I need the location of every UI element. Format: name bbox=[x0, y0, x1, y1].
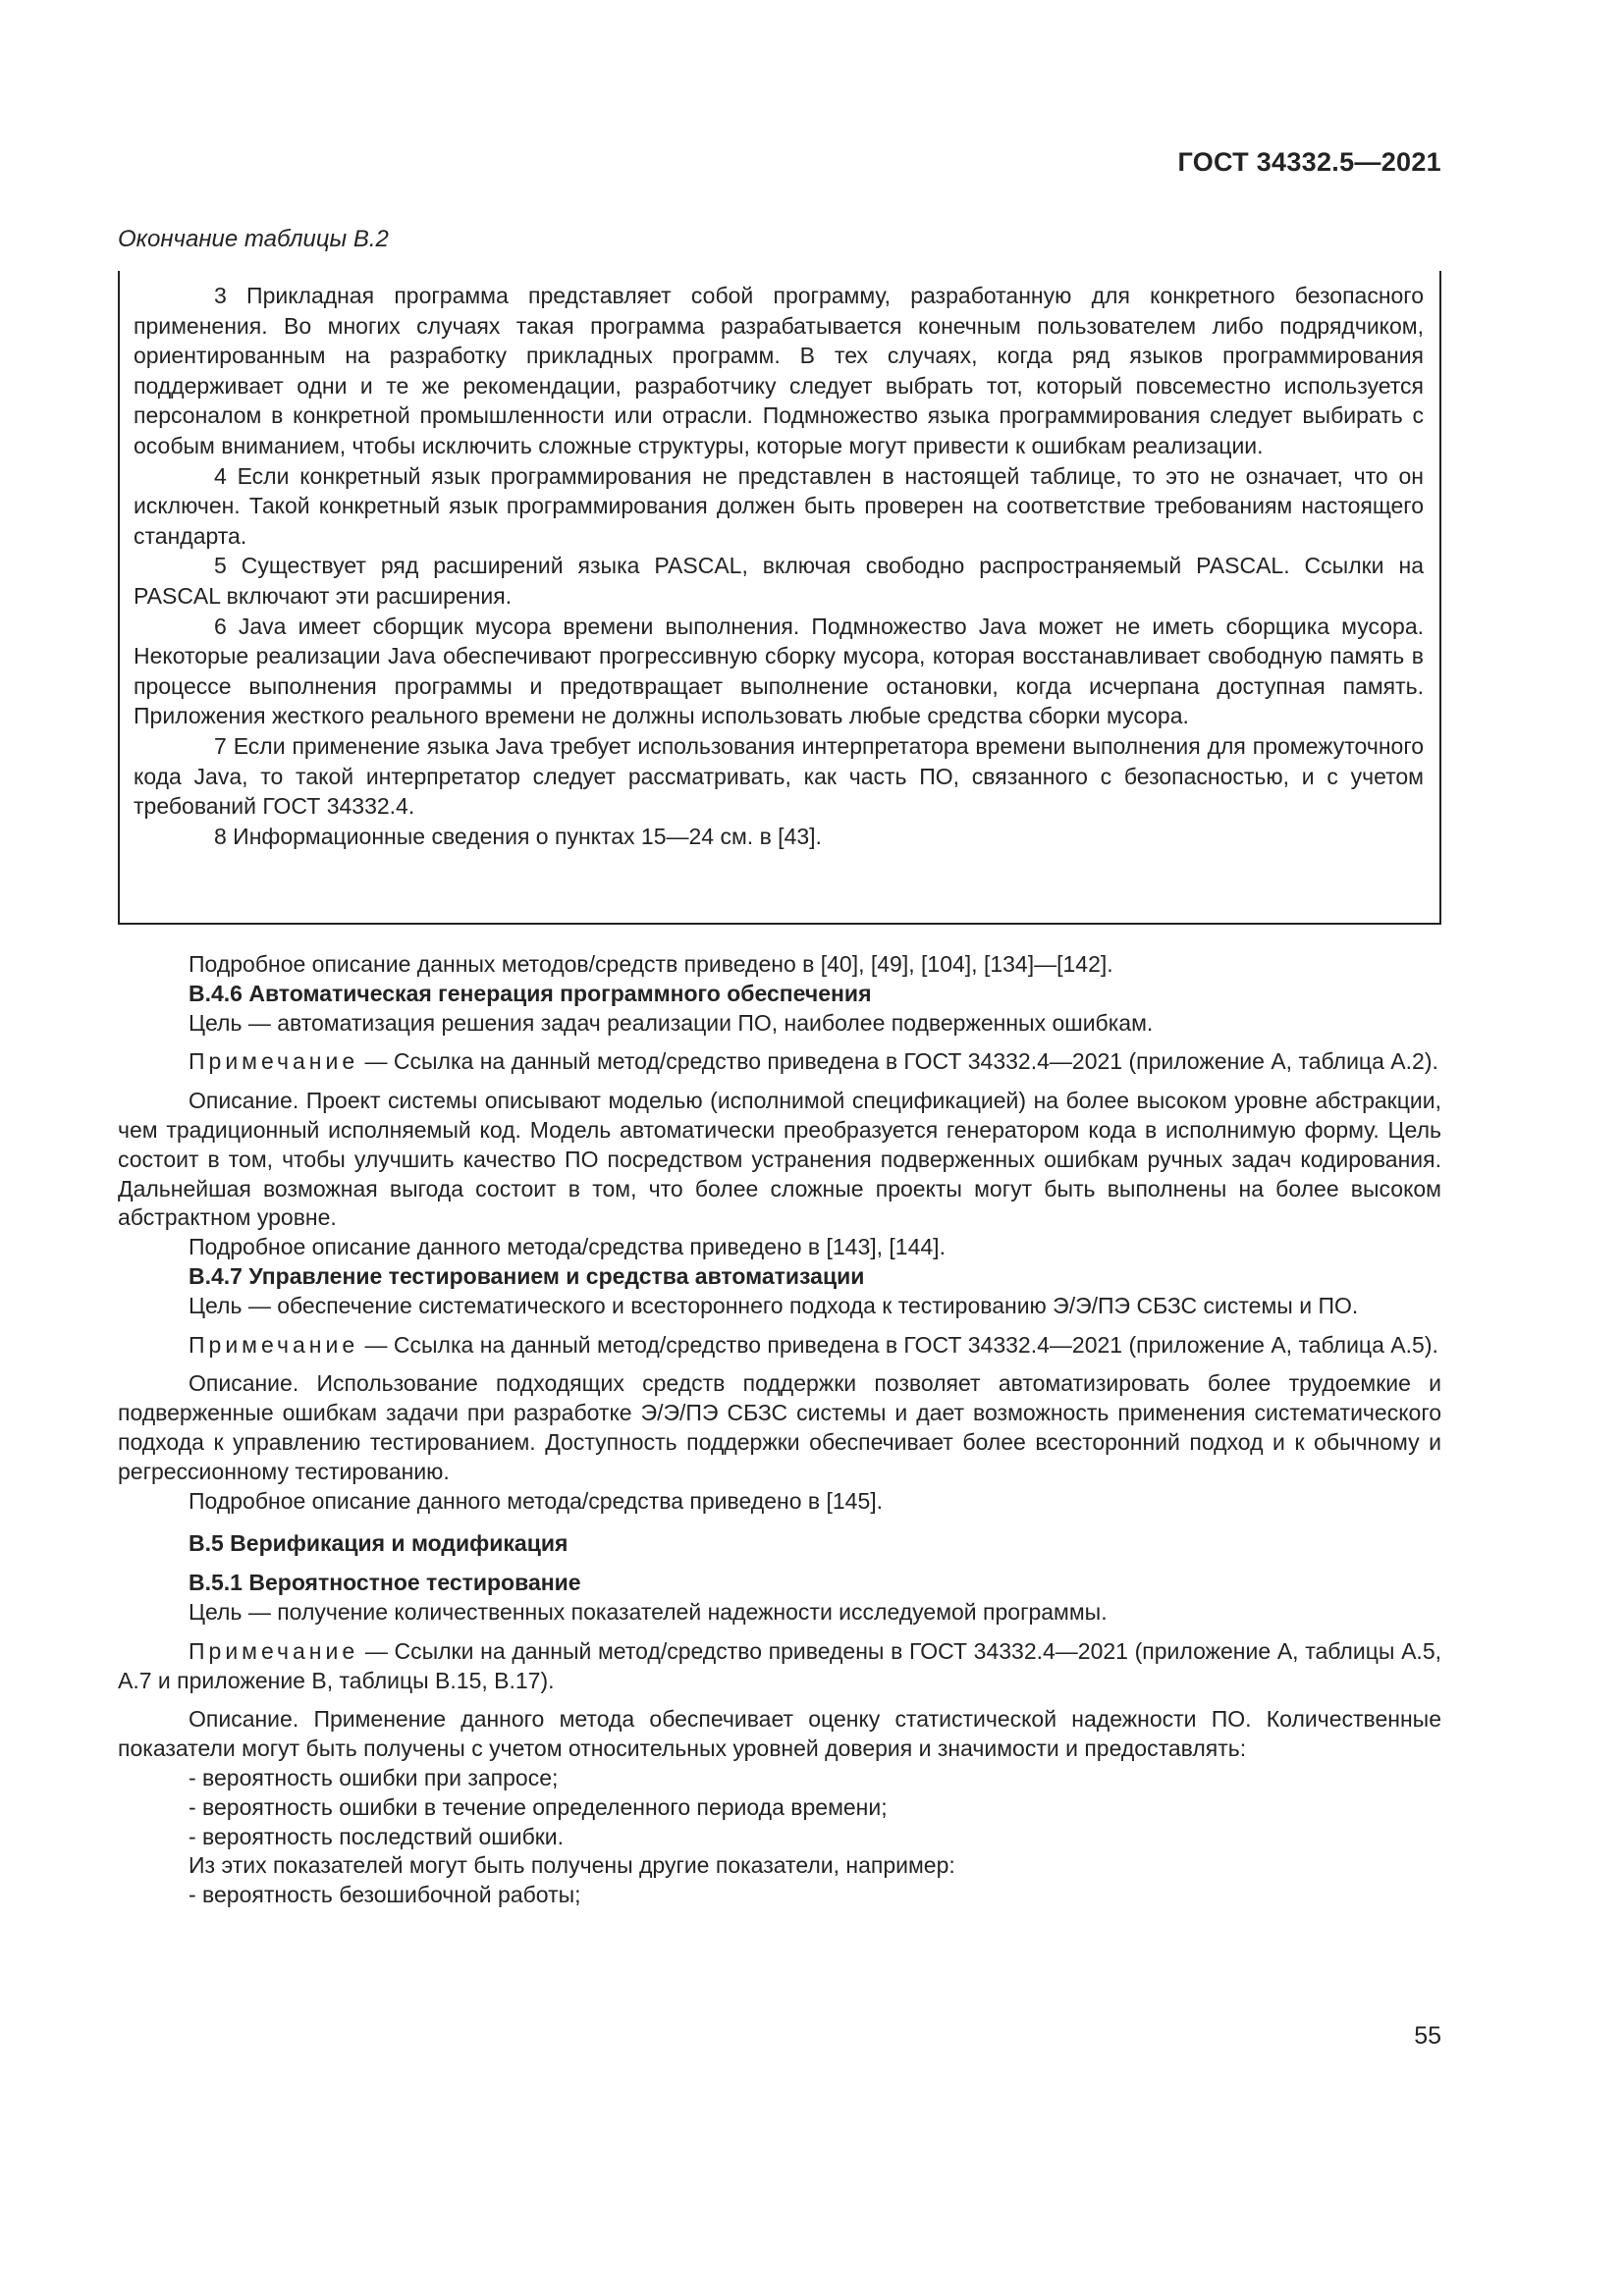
b47-note-paragraph bbox=[118, 1331, 1441, 1361]
b51-description-paragraph: Описание. Применение данного метода обеспечивает оценку статистической надежности ПО. Количественные показатели могут быть получены с учетом относительных уровней доверия и значимости и предоставлять: bbox=[118, 1706, 1441, 1762]
note-text: — Ссылки на данный метод/средство приведены в ГОСТ 34332.4—2021 (приложение А, таблицы А.5, А.7 и приложение В, таблицы В.15, В.17). bbox=[118, 1637, 1441, 1693]
b46-description-paragraph: Описание. Проект системы описывают моделью (исполнимой спецификацией) на более высоком уровне абстракции, чем традиционный исполняемый код. Модель автоматически преобразуется генератором кода в исполнимую форму. Цель состоит в том, чтобы улучшить качество ПО посредством устранения подверженных ошибкам ручных задач кодирования. Дальнейшая возможная выгода состоит в том, что более сложные проекты могут быть выполнены на более высоком абстрактном уровне. bbox=[118, 1088, 1441, 1231]
b47-reference-paragraph: Подробное описание данного метода/средства приведено в [145]. bbox=[189, 1487, 884, 1514]
b51-note-paragraph bbox=[118, 1637, 1441, 1696]
b47-goal-paragraph: Цель — обеспечение систематического и всестороннего подхода к тестированию Э/Э/ПЭ СБЗС системы и ПО. bbox=[189, 1292, 1359, 1318]
section-heading-b5: В.5 Верификация и модификация bbox=[189, 1530, 568, 1557]
list-item: - вероятность безошибочной работы; bbox=[189, 1882, 581, 1908]
table-note-4: 4 Если конкретный язык программирования не представлен в настоящей таблице, то это не означает, что он исключен. Такой конкретный язык программирования должен быть проверен на соответствие требованиям настоящего стандарта. bbox=[134, 462, 1424, 549]
list-item: - вероятность последствий ошибки. bbox=[189, 1823, 565, 1849]
table-continuation-caption: Окончание таблицы В.2 bbox=[118, 226, 389, 252]
b51-goal-paragraph: Цель — получение количественных показателей надежности исследуемой программы. bbox=[189, 1598, 1108, 1625]
references-paragraph: Подробное описание данных методов/средств приведено в [40], [49], [104], [134]—[142]. bbox=[189, 951, 1113, 977]
list-item: - вероятность ошибки в течение определенного периода времени; bbox=[189, 1793, 888, 1820]
note-text: — Ссылка на данный метод/средство приведена в ГОСТ 34332.4—2021 (приложение А, таблица А.5). bbox=[358, 1331, 1438, 1358]
table-note-5: 5 Существует ряд расширений языка PASCAL, включая свободно распространяемый PASCAL. Ссылки на PASCAL включают эти расширения. bbox=[134, 553, 1424, 609]
note-label: Примечание bbox=[189, 1048, 359, 1075]
section-heading-b46: В.4.6 Автоматическая генерация программного обеспечения bbox=[189, 980, 872, 1006]
note-label: Примечание bbox=[189, 1637, 359, 1664]
b51-more-paragraph: Из этих показателей могут быть получены другие показатели, например: bbox=[189, 1852, 955, 1879]
table-notes-box bbox=[118, 271, 1441, 925]
main-body-text bbox=[118, 950, 1441, 1910]
list-item: - вероятность ошибки при запросе; bbox=[189, 1764, 559, 1790]
section-heading-b47: В.4.7 Управление тестированием и средства автоматизации bbox=[189, 1262, 865, 1289]
note-label: Примечание bbox=[189, 1331, 359, 1358]
table-note-8: 8 Информационные сведения о пунктах 15—24 см. в [43]. bbox=[214, 823, 822, 849]
b47-description-paragraph: Описание. Использование подходящих средств поддержки позволяет автоматизировать более трудоемкие и подверженные ошибкам задачи при разработке Э/Э/ПЭ СБЗС системы и дает возможность применения систематического подхода к управлению тестированием. Доступность поддержки обеспечивает более всесторонний подход и к обычному и регрессионному тестированию. bbox=[118, 1370, 1441, 1484]
page-number: 55 bbox=[1414, 2022, 1441, 2050]
document-id-header: ГОСТ 34332.5—2021 bbox=[1177, 147, 1441, 177]
table-note-6: 6 Java имеет сборщик мусора времени выполнения. Подмножество Java может не иметь сборщика мусора. Некоторые реализации Java обеспечивают прогрессивную сборку мусора, которая восстанавливает свободную память в процессе выполнения программы и предотвращает выполнение остановки, когда исчерпана доступная память. Приложения жесткого реального времени не должны использовать любые средства сборки мусора. bbox=[134, 613, 1424, 729]
note-text: — Ссылка на данный метод/средство приведена в ГОСТ 34332.4—2021 (приложение А, таблица А.2). bbox=[358, 1048, 1438, 1075]
b46-goal-paragraph: Цель — автоматизация решения задач реализации ПО, наиболее подверженных ошибкам. bbox=[189, 1009, 1154, 1036]
table-note-3: 3 Прикладная программа представляет собой программу, разработанную для конкретного безопасного применения. Во многих случаях такая программа разрабатывается конечным пользователем либо подрядчиком, ориентированным на разработку прикладных программ. В тех случаях, когда ряд языков программирования поддерживает одни и те же рекомендации, разработчику следует выбрать тот, который повсеместно используется персоналом в конкретной промышленности или отрасли. Подмножество языка программирования следует выбирать с особым вниманием, чтобы исключить сложные структуры, которые могут привести к ошибкам реализации. bbox=[134, 283, 1424, 458]
section-heading-b51: В.5.1 Вероятностное тестирование bbox=[189, 1570, 581, 1596]
table-note-7: 7 Если применение языка Java требует использования интерпретатора времени выполнения для промежуточного кода Java, то такой интерпретатор следует рассматривать, как часть ПО, связанного с безопасностью, и с учетом требований ГОСТ 34332.4. bbox=[134, 732, 1424, 820]
b46-note-paragraph bbox=[118, 1047, 1441, 1077]
b46-reference-paragraph: Подробное описание данного метода/средства приведено в [143], [144]. bbox=[189, 1234, 946, 1260]
